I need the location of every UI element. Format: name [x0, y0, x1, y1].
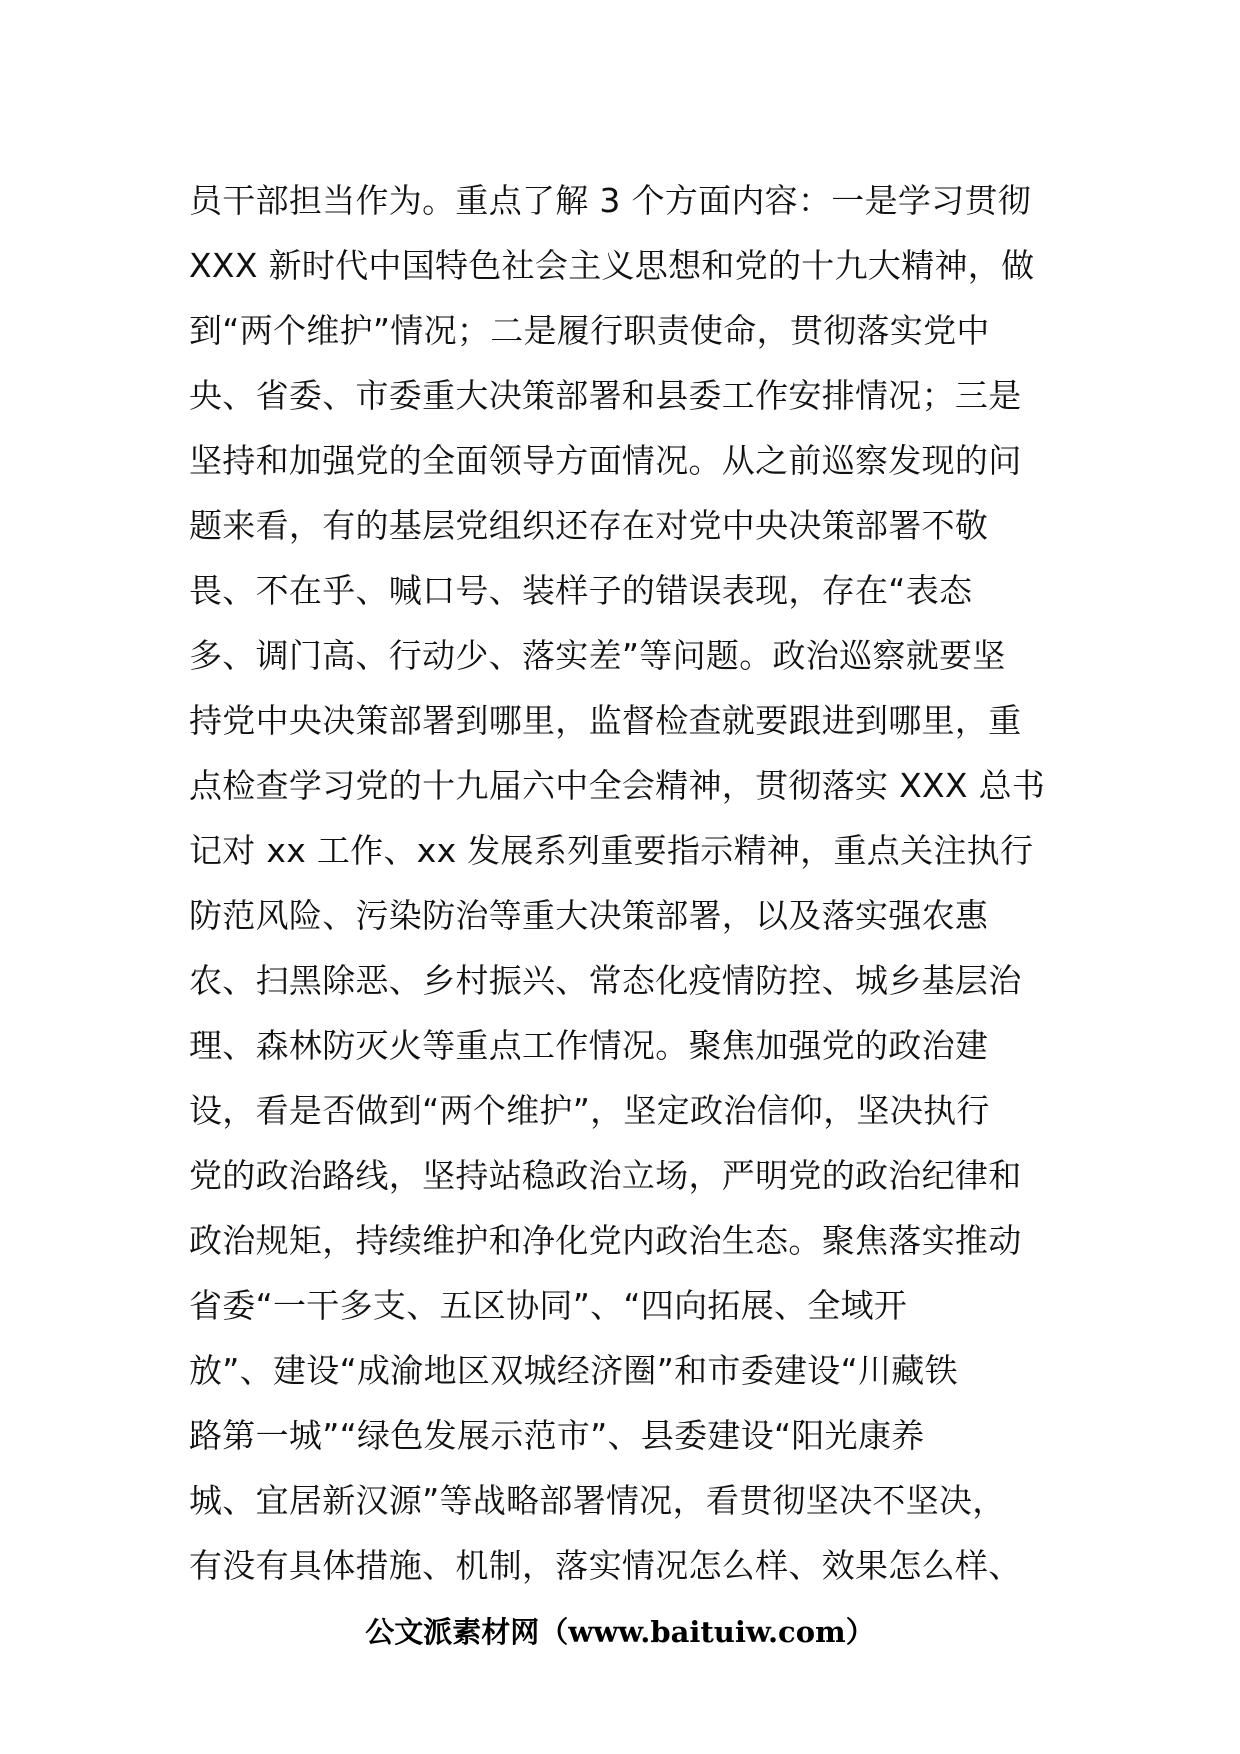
- text-line: 放”、建设“成渝地区双城经济圈”和市委建设“川藏铁: [189, 1351, 958, 1390]
- text-line: 央、省委、市委重大决策部署和县委工作安排情况；三是: [189, 376, 1022, 415]
- text-line: 到“两个维护”情况；二是履行职责使命，贯彻落实党中: [189, 311, 990, 350]
- text-line: 政治规矩，持续维护和净化党内政治生态。聚焦落实推动: [189, 1221, 1022, 1260]
- body-paragraph: [189, 168, 1069, 1598]
- text-line: 有没有具体措施、机制，落实情况怎么样、效果怎么样、: [189, 1546, 1022, 1585]
- text-line: 设，看是否做到“两个维护”，坚定政治信仰，坚决执行: [189, 1091, 990, 1130]
- text-line: 题来看，有的基层党组织还存在对党中央决策部署不敬: [189, 506, 989, 545]
- text-line: 党的政治路线，坚持站稳政治立场，严明党的政治纪律和: [189, 1156, 1022, 1195]
- text-line: XXX 新时代中国特色社会主义思想和党的十九大精神，做: [189, 246, 1035, 285]
- text-line: 城、宜居新汉源”等战略部署情况，看贯彻坚决不坚决，: [189, 1481, 1006, 1520]
- text-line: 点检查学习党的十九届六中全会精神，贯彻落实 XXX 总书: [189, 766, 1046, 805]
- text-line: 多、调门高、行动少、落实差”等问题。政治巡察就要坚: [189, 636, 1006, 675]
- text-line: 持党中央决策部署到哪里，监督检查就要跟进到哪里，重: [189, 701, 1022, 740]
- text-line: 坚持和加强党的全面领导方面情况。从之前巡察发现的问: [189, 441, 1022, 480]
- text-line: 记对 xx 工作、xx 发展系列重要指示精神，重点关注执行: [189, 831, 1034, 870]
- text-line: 员干部担当作为。重点了解 3 个方面内容：一是学习贯彻: [189, 181, 1032, 220]
- page-footer: 公文派素材网（www.baituiw.com）: [365, 1615, 875, 1649]
- text-line: 理、森林防灭火等重点工作情况。聚焦加强党的政治建: [189, 1026, 989, 1065]
- text-line: 路第一城”“绿色发展示范市”、县委建设“阳光康养: [189, 1416, 925, 1455]
- text-line: 省委“一干多支、五区协同”、“四向拓展、全域开: [189, 1286, 908, 1325]
- text-line: 农、扫黑除恶、乡村振兴、常态化疫情防控、城乡基层治: [189, 961, 1022, 1000]
- text-line: 畏、不在乎、喊口号、装样子的错误表现，存在“表态: [189, 571, 973, 610]
- text-line: 防范风险、污染防治等重大决策部署，以及落实强农惠: [189, 896, 989, 935]
